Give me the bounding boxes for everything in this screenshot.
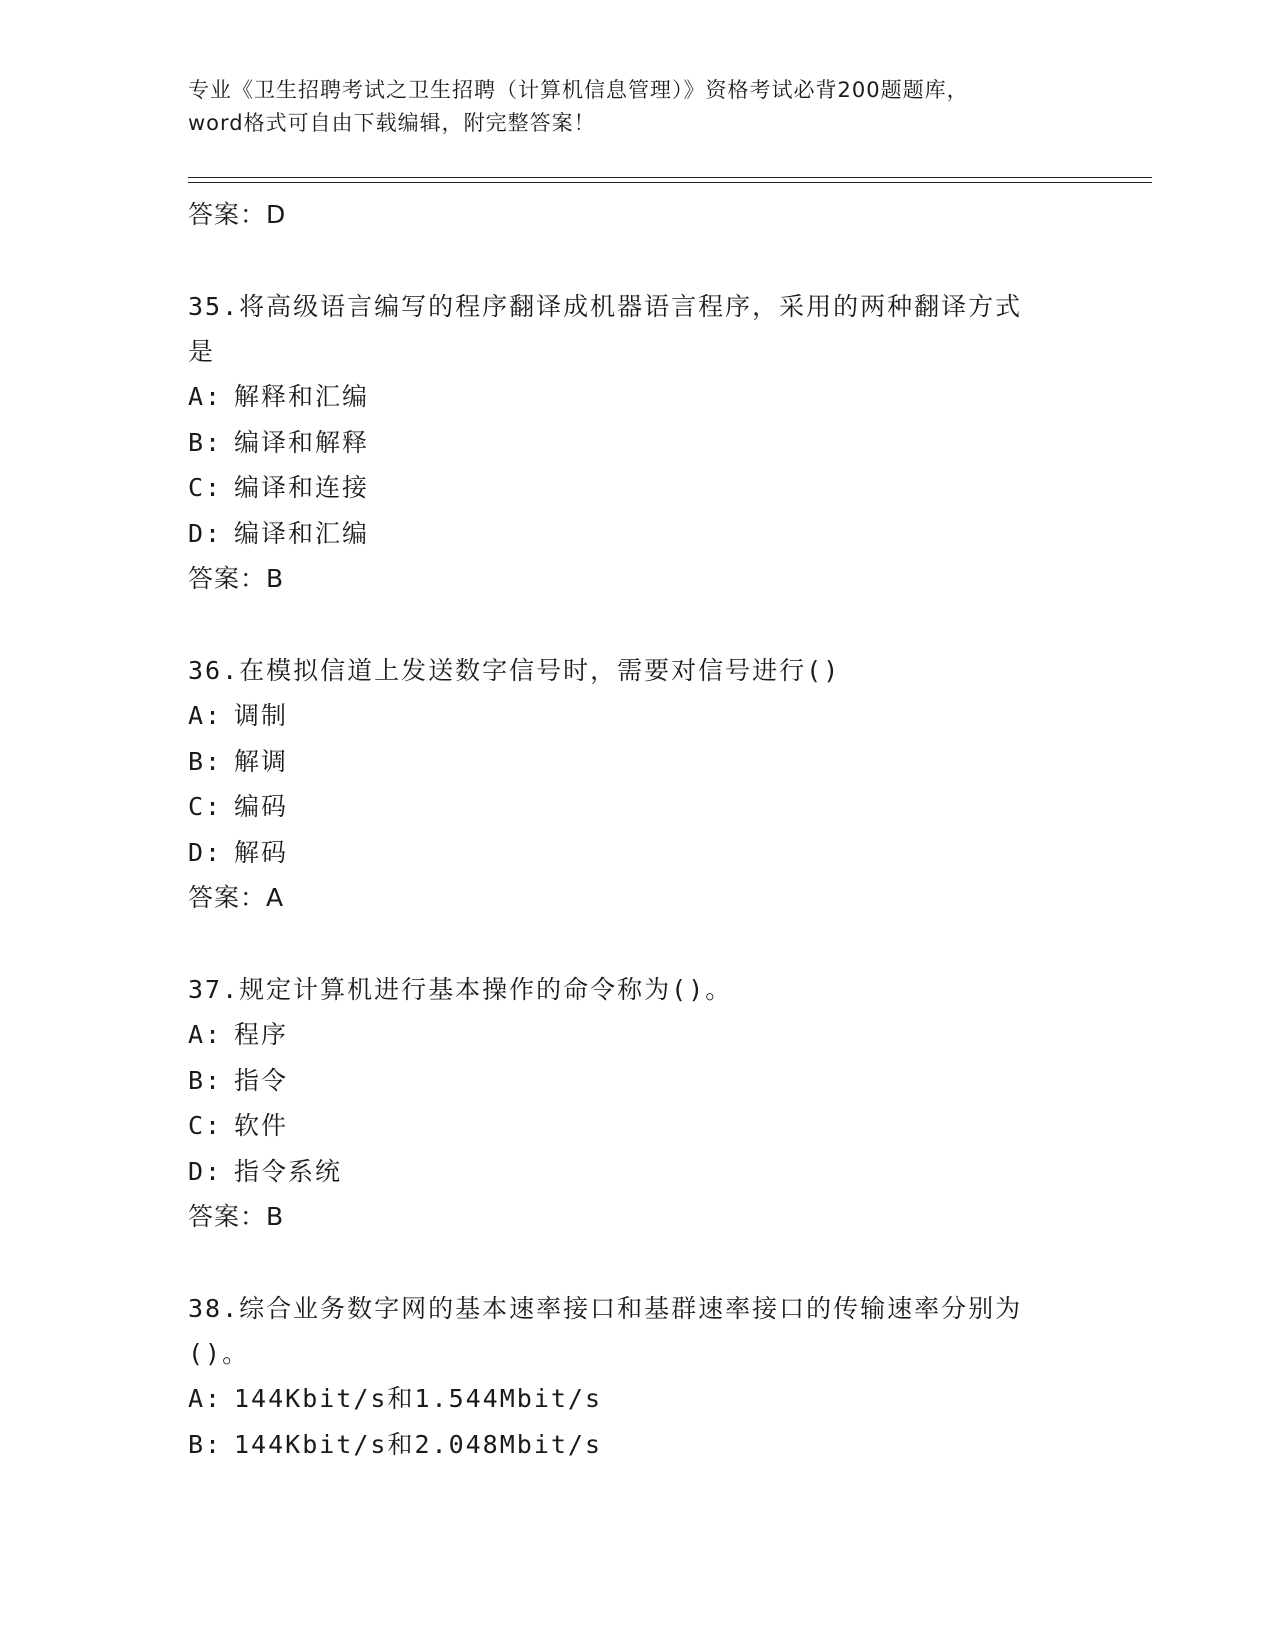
option-key: A: [188,382,223,411]
option-b [188,420,1088,466]
option-text: 调制 [234,701,289,730]
option-text: 编码 [234,792,289,821]
question-list [188,192,1088,1467]
option-text: 程序 [234,1020,289,1049]
question-36 [188,648,1088,921]
option-d [188,830,1088,876]
option-key: C: [188,473,223,502]
option-text: 解码 [234,837,289,867]
question-text: 36.在模拟信道上发送数字信号时，需要对信号进行() [188,656,841,685]
answer-line: 答案：B [188,564,285,593]
header-divider-top [188,177,1152,178]
option-text: 软件 [234,1111,289,1140]
question-35 [188,284,1088,602]
option-text: 指令系统 [234,1156,343,1186]
question-text: 38.综合业务数字网的基本速率接口和基群速率接口的传输速率分别为 [188,1294,1023,1323]
option-key: B: [188,1065,223,1095]
option-key: D: [188,837,223,867]
option-text: 144Kbit/s和1.544Mbit/s [234,1384,603,1413]
option-a [188,693,1088,739]
question-text: 35.将高级语言编写的程序翻译成机器语言程序，采用的两种翻译方式 [188,292,1023,321]
question-38 [188,1286,1088,1467]
question-text: 37.规定计算机进行基本操作的命令称为()。 [188,975,733,1004]
option-d [188,1149,1088,1195]
option-b [188,1058,1088,1104]
option-c [188,1103,1088,1149]
header-line-1: 专业《卫生招聘考试之卫生招聘（计算机信息管理）》资格考试必背200题题库， [188,78,969,102]
option-text: 编译和解释 [234,427,370,457]
question-text-continued: 是 [188,337,216,366]
option-a [188,374,1088,420]
option-text: 144Kbit/s和2.048Mbit/s [234,1429,603,1459]
answer-line: 答案：A [188,883,285,912]
option-key: A: [188,1020,223,1049]
option-b [188,1422,1088,1468]
option-key: A: [188,1384,223,1413]
option-text: 指令 [234,1065,289,1095]
option-key: A: [188,701,223,730]
header-line-2: word格式可自由下载编辑，附完整答案！ [188,111,596,135]
option-key: D: [188,518,223,548]
option-text: 解释和汇编 [234,382,370,411]
question-text-continued: ()。 [188,1339,250,1368]
option-key: B: [188,1429,223,1459]
option-text: 编译和连接 [234,473,370,502]
question-37 [188,967,1088,1240]
option-key: B: [188,427,223,457]
option-text: 解调 [234,746,289,776]
option-d [188,511,1088,557]
answer-line: 答案：B [188,1202,285,1231]
option-a [188,1012,1088,1058]
option-key: C: [188,1111,223,1140]
option-b [188,739,1088,785]
document-header [188,74,1088,140]
header-divider-bottom [188,182,1152,183]
option-c [188,465,1088,511]
option-c [188,784,1088,830]
answer-line: 答案：D [188,200,287,229]
option-a [188,1376,1088,1422]
option-key: D: [188,1156,223,1186]
option-text: 编译和汇编 [234,518,370,548]
option-key: C: [188,792,223,821]
option-key: B: [188,746,223,776]
